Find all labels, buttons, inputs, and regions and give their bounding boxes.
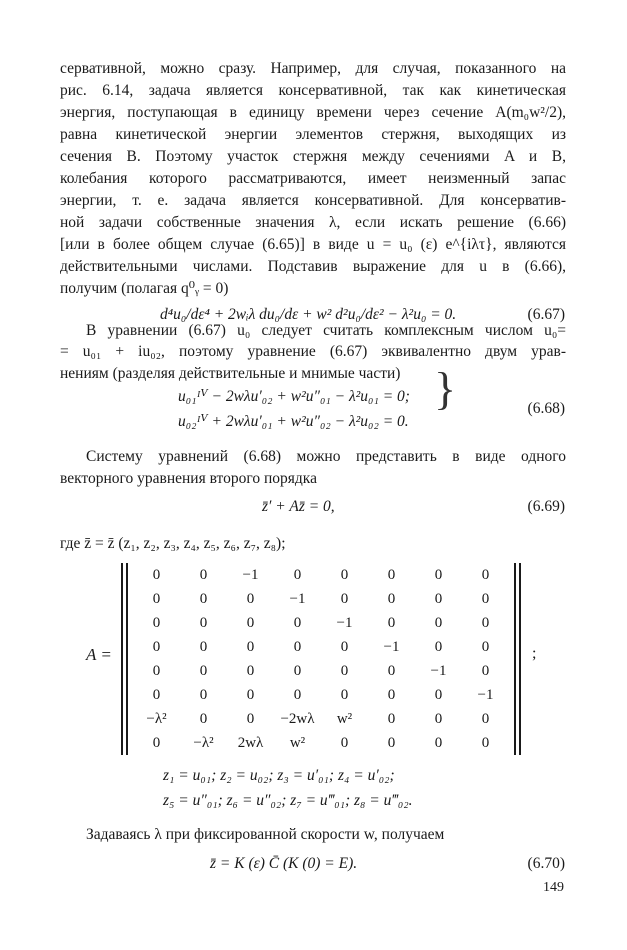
matrix-row <box>123 731 519 755</box>
z-definitions-line2: z₅ = u″₀₁; z₆ = u″₀₂; z₇ = u‴₀₁; z₈ = u‴₀₂. <box>163 792 413 809</box>
matrix-cell: 0 <box>199 711 208 727</box>
matrix-cell: 0 <box>434 711 443 727</box>
matrix-a <box>121 563 521 755</box>
matrix-cell: 0 <box>199 639 208 655</box>
matrix-cell: 0 <box>481 639 490 655</box>
matrix-cell: −2wλ <box>280 711 315 727</box>
matrix-cell: 0 <box>199 591 208 607</box>
matrix-cell: 0 <box>246 711 255 727</box>
matrix-cell: 0 <box>340 567 349 583</box>
matrix-cell: 0 <box>152 663 161 679</box>
matrix-cell: w² <box>336 711 353 727</box>
matrix-row <box>123 659 519 683</box>
matrix-label: A = <box>86 645 112 664</box>
matrix-cell: 0 <box>246 687 255 703</box>
matrix-cell: 0 <box>293 615 302 631</box>
matrix-cell: 0 <box>387 615 396 631</box>
matrix-cell: 0 <box>340 591 349 607</box>
page-number: 149 <box>543 880 564 895</box>
matrix-cell: −1 <box>430 663 447 679</box>
matrix-cell: 0 <box>481 591 490 607</box>
matrix-cell: 0 <box>434 615 443 631</box>
matrix-cell: 0 <box>340 663 349 679</box>
matrix-cell: −1 <box>383 639 400 655</box>
text-line: колебания которого рассматриваются, имеет неизменный запас <box>60 170 566 187</box>
matrix-cell: −λ² <box>193 735 214 751</box>
matrix-cell: 0 <box>152 639 161 655</box>
z-definitions-line1: z₁ = u₀₁; z₂ = u₀₂; z₃ = u′₀₁; z₄ = u′₀₂; <box>163 767 395 784</box>
matrix-cell: −λ² <box>146 711 167 727</box>
text-line: векторного уравнения второго порядка <box>60 470 317 487</box>
matrix-cell: 0 <box>434 591 443 607</box>
matrix-cell: 0 <box>387 735 396 751</box>
matrix-cell: 0 <box>199 687 208 703</box>
matrix-cell: 0 <box>434 735 443 751</box>
equation-number: (6.67) <box>527 306 565 323</box>
equation-6-68-line2: u₀₂ᴵⱽ + 2wλu′₀₁ + w²u″₀₂ − λ²u₀₂ = 0. <box>178 413 409 430</box>
matrix-cell: 0 <box>434 639 443 655</box>
text-line: энергии, т. е. задача является консервативной. Для консерватив- <box>60 192 566 209</box>
matrix-cell: 0 <box>387 591 396 607</box>
matrix-cell: 0 <box>246 615 255 631</box>
matrix-cell: 0 <box>481 663 490 679</box>
text-line: [или в более общем случае (6.65)] в виде u = u₀ (ε) e^{iλτ}, являются <box>60 236 566 253</box>
equation-number: (6.68) <box>527 400 565 417</box>
matrix-cell: 0 <box>340 687 349 703</box>
matrix-cell: 0 <box>387 567 396 583</box>
vector-definition: где z̄ = z̄ (z₁, z₂, z₃, z₄, z₅, z₆, z₇, z₈); <box>60 535 286 552</box>
matrix-row <box>123 563 519 587</box>
text-line: действительными числами. Подставив выражение для u в (6.66), <box>60 258 566 275</box>
text-line: В уравнении (6.67) u₀ следует считать комплексным числом u₀= <box>86 322 566 339</box>
matrix-cell: 0 <box>199 567 208 583</box>
text-line: получим (полагая q⁰ᵧ = 0) <box>60 280 229 297</box>
matrix-cell: 0 <box>387 711 396 727</box>
matrix-cell: 0 <box>246 639 255 655</box>
text-line: = u₀₁ + iu₀₂, поэтому уравнение (6.67) эквивалентно двум урав- <box>60 343 566 360</box>
equation-6-70: z̄ = K (ε) C̄ (K (0) = E). <box>210 855 358 872</box>
matrix-cell: −1 <box>336 615 353 631</box>
text-line: рис. 6.14, задача является консервативной, так как кинетическая <box>60 82 566 99</box>
matrix-row <box>123 611 519 635</box>
matrix-cell: 0 <box>152 615 161 631</box>
matrix-row <box>123 683 519 707</box>
matrix-cell: 0 <box>152 567 161 583</box>
matrix-row <box>123 587 519 611</box>
matrix-cell: 0 <box>199 615 208 631</box>
matrix-cell: 0 <box>293 639 302 655</box>
equation-6-69: z̄′ + Az̄ = 0, <box>262 498 335 515</box>
text-line: Задаваясь λ при фиксированной скорости w, получаем <box>86 826 445 843</box>
matrix-cell: 0 <box>481 735 490 751</box>
matrix-row <box>123 635 519 659</box>
matrix-cell: 0 <box>481 711 490 727</box>
text-line: сечения B. Поэтому участок стержня между сечениями A и B, <box>60 148 566 165</box>
text-line: ной задачи собственные значения λ, если искать решение (6.66) <box>60 214 566 231</box>
matrix-cell: 0 <box>246 591 255 607</box>
matrix-cell: 0 <box>434 687 443 703</box>
matrix-cell: 0 <box>340 639 349 655</box>
matrix-cell: 0 <box>199 663 208 679</box>
matrix-cell: 0 <box>293 663 302 679</box>
text-line: энергия, поступающая в единицу времени через сечение A(m₀w²/2), <box>60 104 566 121</box>
text-line: нениям (разделяя действительные и мнимые части) <box>60 365 401 382</box>
right-brace: } <box>434 363 457 414</box>
matrix-cell: 0 <box>340 735 349 751</box>
matrix-cell: 0 <box>387 663 396 679</box>
matrix-row <box>123 707 519 731</box>
matrix-cell: 0 <box>481 567 490 583</box>
matrix-cell: −1 <box>242 567 259 583</box>
matrix-cell: 0 <box>481 615 490 631</box>
matrix-cell: 0 <box>387 687 396 703</box>
equation-number: (6.69) <box>527 498 565 515</box>
matrix-cell: 0 <box>246 663 255 679</box>
matrix-cell: 0 <box>152 687 161 703</box>
equation-6-67: d⁴u₀/dε⁴ + 2wᵢλ du₀/dε + w² d²u₀/dε² − λ²u₀ = 0. <box>160 306 457 323</box>
text-line: равна кинетической энергии элементов стержня, выходящих из <box>60 126 566 143</box>
matrix-trailing: ; <box>532 645 537 662</box>
matrix-cell: w² <box>289 735 306 751</box>
matrix-cell: 0 <box>152 735 161 751</box>
matrix-cell: 2wλ <box>237 735 264 751</box>
equation-number: (6.70) <box>527 855 565 872</box>
equation-6-68-line1: u₀₁ᴵⱽ − 2wλu′₀₂ + w²u″₀₁ − λ²u₀₁ = 0; <box>178 388 410 405</box>
text-line: Систему уравнений (6.68) можно представить в виде одного <box>86 448 566 465</box>
matrix-cell: −1 <box>477 687 494 703</box>
matrix-cell: 0 <box>152 591 161 607</box>
matrix-cell: 0 <box>293 567 302 583</box>
matrix-cell: −1 <box>289 591 306 607</box>
text-line: сервативной, можно сразу. Например, для случая, показанного на <box>60 60 566 77</box>
matrix-cell: 0 <box>293 687 302 703</box>
matrix-cell: 0 <box>434 567 443 583</box>
